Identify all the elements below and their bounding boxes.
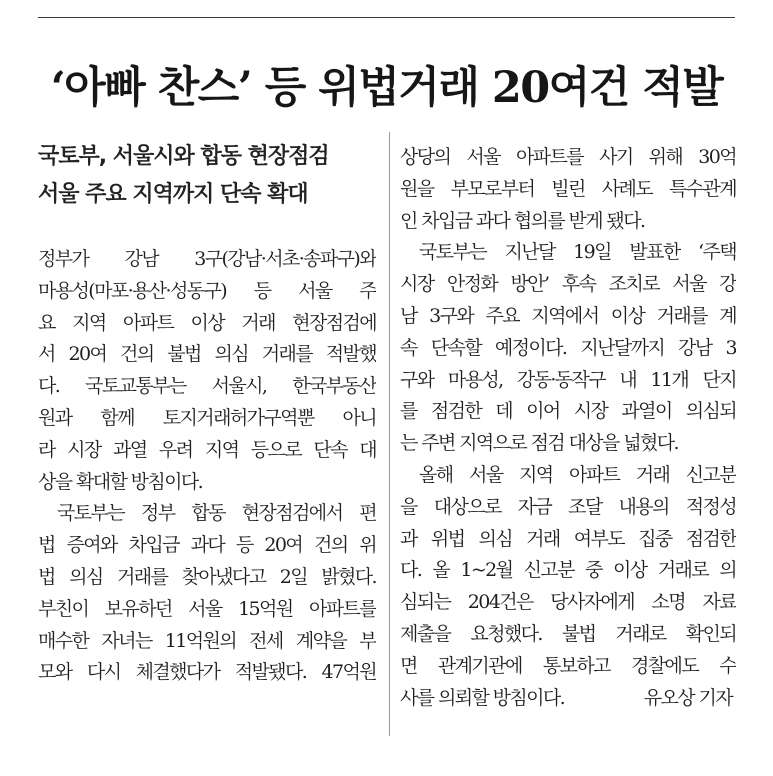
body-line: 과 위법 의심 거래 여부도 집중 점검한 bbox=[400, 527, 736, 550]
body-line: 마용성(마포·용산·성동구) 등 서울 주 bbox=[38, 279, 376, 302]
body-line: 국토부는 지난달 19일 발표한 ‘주택 bbox=[419, 241, 736, 264]
body-line: 원과 함께 토지거래허가구역뿐 아니 bbox=[38, 406, 376, 429]
body-line: 라 시장 과열 우려 지역 등으로 단속 대 bbox=[38, 438, 376, 461]
left-column bbox=[38, 138, 376, 689]
reporter-byline: 유오상 기자 bbox=[643, 686, 732, 709]
right-column bbox=[400, 142, 736, 714]
body-line: 구와 마용성, 강동·동작구 내 11개 단지 bbox=[400, 368, 736, 391]
closing-line bbox=[400, 683, 736, 715]
article-subhead bbox=[38, 138, 376, 214]
body-line: 국토부는 정부 합동 현장점검에서 편 bbox=[57, 502, 376, 525]
body-line: 제출을 요청했다. 불법 거래로 확인되 bbox=[400, 622, 736, 645]
body-line: 속 단속할 예정이다. 지난달까지 강남 3 bbox=[400, 336, 736, 359]
body-line: 면 관계기관에 통보하고 경찰에도 수 bbox=[400, 654, 736, 677]
body-line: 요 지역 아파트 이상 거래 현장점검에 bbox=[38, 311, 376, 334]
body-line: 다. 국토교통부는 서울시, 한국부동산 bbox=[38, 375, 376, 398]
article-headline: ‘아빠 찬스’ 등 위법거래 20여건 적발 bbox=[50, 63, 723, 113]
body-line: 남 3구와 주요 지역에서 이상 거래를 계 bbox=[400, 304, 736, 327]
body-line: 인 차입금 과다 협의를 받게 됐다. bbox=[400, 209, 645, 232]
body-line: 를 점검한 데 이어 시장 과열이 의심되 bbox=[400, 400, 736, 423]
body-line: 상을 확대할 방침이다. bbox=[38, 470, 203, 493]
body-line: 을 대상으로 자금 조달 내용의 적정성 bbox=[400, 495, 736, 518]
top-rule bbox=[38, 17, 735, 18]
body-line: 매수한 자녀는 11억원의 전세 계약을 부 bbox=[38, 629, 376, 652]
body-line: 상당의 서울 아파트를 사기 위해 30억 bbox=[400, 146, 736, 168]
body-line: 올해 서울 지역 아파트 거래 신고분 bbox=[419, 463, 736, 486]
body-line: 원을 부모로부터 빌린 사례도 특수관계 bbox=[400, 177, 736, 200]
body-line: 는 주변 지역으로 점검 대상을 넓혔다. bbox=[400, 432, 678, 455]
body-line: 서 20여 건의 불법 의심 거래를 적발했 bbox=[38, 343, 376, 366]
subhead-line: 국토부, 서울시와 합동 현장점검 bbox=[38, 144, 329, 169]
body-line: 부친이 보유하던 서울 15억원 아파트를 bbox=[38, 597, 376, 620]
body-line: 심되는 204건은 당사자에게 소명 자료 bbox=[400, 591, 736, 614]
body-line: 법 증여와 차입금 과다 등 20여 건의 위 bbox=[38, 534, 376, 557]
body-line: 정부가 강남 3구(강남·서초·송파구)와 bbox=[38, 248, 376, 270]
body-line: 시장 안정화 방안’ 후속 조치로 서울 강 bbox=[400, 273, 736, 296]
body-line: 다. 올 1~2월 신고분 중 이상 거래로 의 bbox=[400, 559, 736, 582]
column-divider bbox=[389, 132, 390, 736]
subhead-line: 서울 주요 지역까지 단속 확대 bbox=[38, 182, 308, 207]
body-line: 사를 의뢰할 방침이다. bbox=[400, 686, 565, 709]
body-line: 모와 다시 체결했다가 적발됐다. 47억원 bbox=[38, 661, 376, 684]
body-line: 법 의심 거래를 찾아냈다고 2일 밝혔다. bbox=[38, 565, 376, 588]
